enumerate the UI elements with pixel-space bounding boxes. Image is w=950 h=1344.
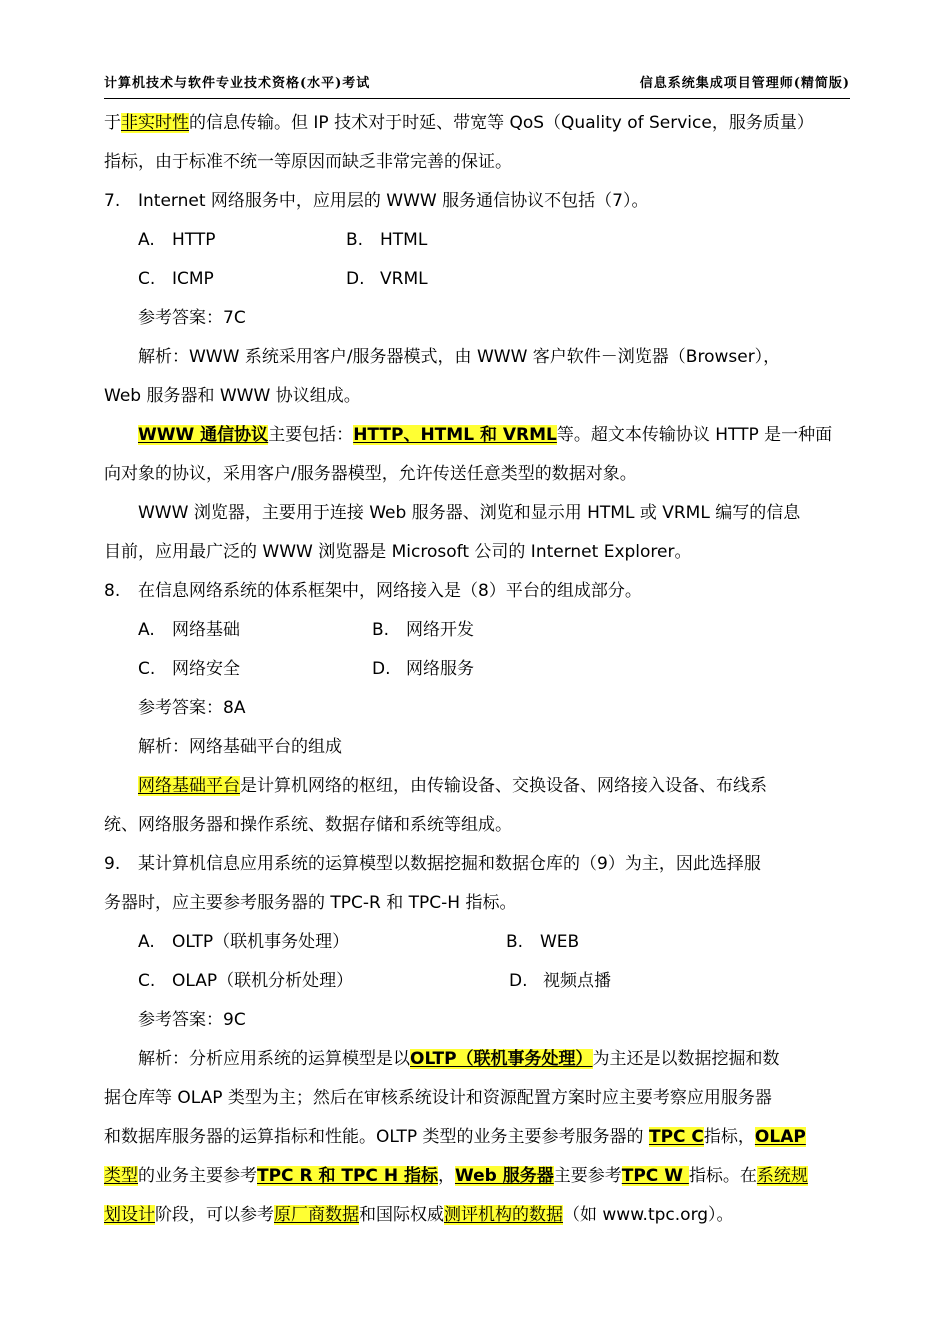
intro-line-2: 指标，由于标准不统一等原因而缺乏非常完善的保证。	[104, 152, 512, 172]
option-text: 网络安全	[172, 659, 240, 679]
option-letter: D.	[509, 971, 528, 991]
highlight: 系统规	[756, 1166, 808, 1186]
option-c	[138, 969, 353, 993]
analysis-7-para-2b: 目前，应用最广泛的 WWW 浏览器是 Microsoft 公司的 Internet Explorer。	[104, 542, 692, 562]
question-number: 8.	[104, 581, 121, 601]
text: 和国际权威	[359, 1205, 444, 1225]
analysis-7-para-2: WWW 浏览器，主要用于连接 Web 服务器、浏览和显示用 HTML 或 VRML 编写的信息	[138, 503, 801, 523]
highlight: HTTP、HTML 和 VRML	[353, 425, 557, 445]
text: 主要参考	[553, 1166, 622, 1186]
highlight: WWW 通信协议	[138, 425, 269, 445]
option-letter: C.	[138, 659, 156, 679]
highlight: OLAP	[754, 1127, 806, 1147]
option-text: ICMP	[172, 269, 214, 289]
answer-7: 参考答案：7C	[138, 308, 246, 328]
option-a	[138, 228, 216, 252]
option-letter: B.	[372, 620, 390, 640]
option-text: HTTP	[172, 230, 216, 250]
text: 指标，	[703, 1127, 755, 1147]
text: 是计算机网络的枢纽，由传输设备、交换设备、网络接入设备、布线系	[240, 776, 767, 796]
option-text: OLAP（联机分析处理）	[172, 971, 354, 991]
option-text: VRML	[380, 269, 428, 289]
question-text: Internet 网络服务中，应用层的 WWW 服务通信协议不包括（7）。	[138, 191, 649, 211]
analysis-9-line-5	[104, 1203, 734, 1227]
question-text: 在信息网络系统的体系框架中，网络接入是（8）平台的组成部分。	[138, 581, 642, 601]
analysis-7-line-1: 解析：WWW 系统采用客户/服务器模式，由 WWW 客户软件－浏览器（Browser），	[138, 347, 781, 367]
text: 的信息传输。但 IP 技术对于时延、带宽等 QoS（Quality of Service，服务质量）	[189, 113, 814, 133]
analysis-9-line-4	[104, 1164, 808, 1188]
option-d	[509, 969, 611, 993]
highlight: 原厂商数据	[274, 1205, 359, 1225]
text: 和数据库服务器的运算指标和性能。OLTP 类型的业务主要参考服务器的	[104, 1127, 649, 1147]
text: 等。超文本传输协议 HTTP 是一种面	[556, 425, 833, 445]
question-9	[104, 852, 761, 876]
option-text: 网络服务	[406, 659, 474, 679]
text: 主要包括：	[268, 425, 354, 445]
analysis-9-line-3	[104, 1125, 806, 1149]
question-7	[104, 189, 648, 213]
option-d	[346, 267, 428, 291]
option-c	[138, 267, 214, 291]
option-b	[506, 930, 579, 954]
highlight: TPC W	[621, 1166, 689, 1186]
page-header	[104, 68, 850, 99]
highlight: 非实时性	[121, 113, 189, 133]
highlight: TPC C	[648, 1127, 704, 1147]
question-number: 7.	[104, 191, 121, 211]
option-text: 视频点播	[543, 971, 611, 991]
option-a	[138, 618, 240, 642]
text: 为主还是以数据挖掘和数	[592, 1049, 780, 1069]
option-text: 网络开发	[406, 620, 474, 640]
header-right-title: 信息系统集成项目管理师(精简版)	[639, 76, 850, 91]
option-text: WEB	[540, 932, 580, 952]
option-letter: B.	[506, 932, 524, 952]
analysis-9-line-2: 据仓库等 OLAP 类型为主；然后在审核系统设计和资源配置方案时应主要考察应用服务器	[104, 1088, 772, 1108]
option-letter: C.	[138, 971, 156, 991]
option-letter: D.	[372, 659, 391, 679]
option-b	[372, 618, 474, 642]
analysis-9-line-1	[138, 1047, 780, 1071]
option-letter: D.	[346, 269, 365, 289]
answer-9: 参考答案：9C	[138, 1010, 246, 1030]
highlight: 网络基础平台	[138, 776, 240, 796]
option-letter: A.	[138, 230, 155, 250]
text: ，	[437, 1166, 455, 1186]
analysis-8-para-1	[138, 774, 767, 798]
analysis-8-line-1: 解析：网络基础平台的组成	[138, 737, 342, 757]
highlight: Web 服务器	[454, 1166, 554, 1186]
answer-8: 参考答案：8A	[138, 698, 246, 718]
highlight: TPC R 和 TPC H 指标	[257, 1166, 438, 1186]
analysis-8-para-1b: 统、网络服务器和操作系统、数据存储和系统等组成。	[104, 815, 512, 835]
question-number: 9.	[104, 854, 121, 874]
option-a	[138, 930, 349, 954]
analysis-7-para-1	[138, 423, 832, 447]
option-text: HTML	[380, 230, 428, 250]
option-d	[372, 657, 474, 681]
question-9-line-2: 务器时，应主要参考服务器的 TPC-R 和 TPC-H 指标。	[104, 893, 517, 913]
option-c	[138, 657, 240, 681]
intro-line-1	[104, 111, 814, 135]
text: 阶段，可以参考	[155, 1205, 274, 1225]
text: 指标。在	[688, 1166, 757, 1186]
text: 于	[104, 113, 121, 133]
highlight: 划设计	[104, 1205, 155, 1225]
option-letter: A.	[138, 932, 155, 952]
option-letter: A.	[138, 620, 155, 640]
option-text: OLTP（联机事务处理）	[172, 932, 350, 952]
analysis-7-para-1b: 向对象的协议，采用客户/服务器模型，允许传送任意类型的数据对象。	[104, 464, 637, 484]
question-text: 某计算机信息应用系统的运算模型以数据挖掘和数据仓库的（9）为主，因此选择服	[138, 854, 761, 874]
text: （如 www.tpc.org）。	[563, 1205, 734, 1225]
question-8	[104, 579, 642, 603]
option-letter: B.	[346, 230, 364, 250]
text: 的业务主要参考	[138, 1166, 257, 1186]
option-letter: C.	[138, 269, 156, 289]
option-text: 网络基础	[172, 620, 240, 640]
text: 解析：分析应用系统的运算模型是以	[138, 1049, 410, 1069]
option-b	[346, 228, 427, 252]
header-left-title: 计算机技术与软件专业技术资格(水平)考试	[104, 76, 371, 91]
highlight: 测评机构的数据	[444, 1205, 563, 1225]
highlight: OLTP（联机事务处理）	[410, 1049, 593, 1069]
analysis-7-line-2: Web 服务器和 WWW 协议组成。	[104, 386, 361, 406]
highlight: 类型	[104, 1166, 138, 1186]
